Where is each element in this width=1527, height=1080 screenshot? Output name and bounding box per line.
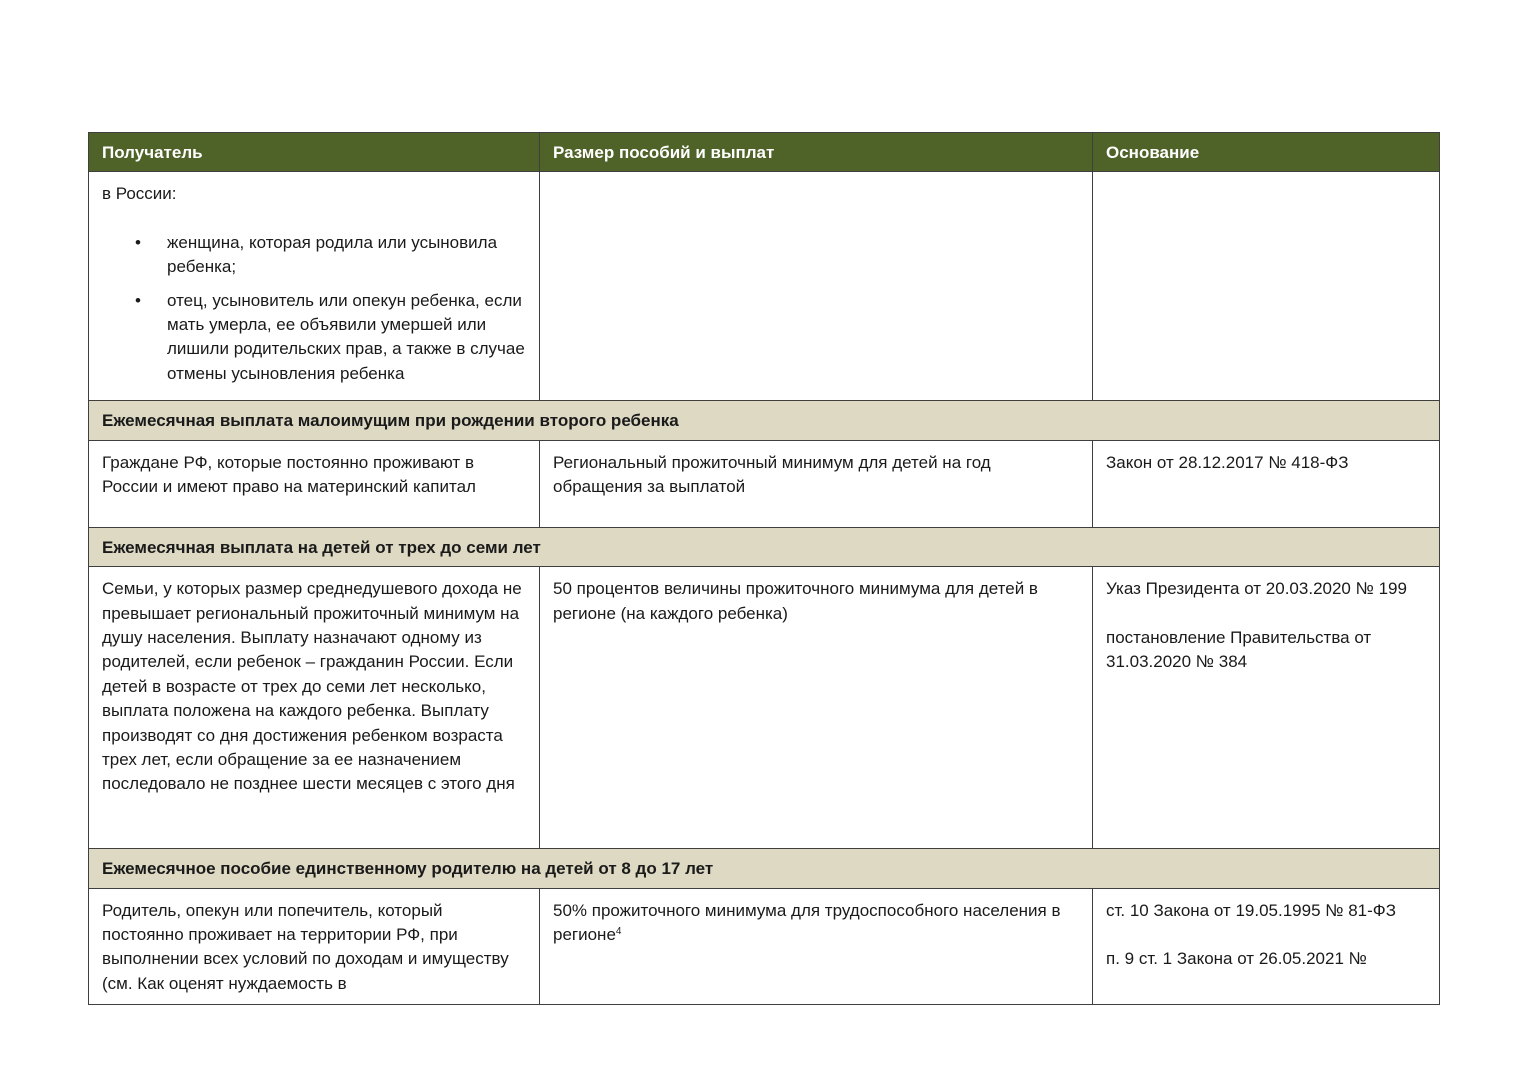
basis-cell [1093,567,1440,849]
header-amount: Размер пособий и выплат [540,133,1093,172]
bullet-icon: • [135,232,141,252]
table-row [89,440,1440,527]
amount-cell [540,172,1093,401]
section-title-row [89,849,1440,888]
list-item-text: отец, усыновитель или опекун ребенка, если мать умерла, ее объявили умершей или лишили родительских прав, а также в случае отмены усыновления ребенка [167,290,525,383]
amount-cell [540,888,1093,1005]
list-item [135,289,526,387]
recipient-cell: Родитель, опекун или попечитель, который постоянно проживает на территории РФ, при выполнении всех условий по доходам и имуществу (см. Как оценят нуждаемость в [89,888,540,1005]
section-title-row [89,401,1440,440]
recipient-cell: Граждане РФ, которые постоянно проживают в России и имеют право на материнский капитал [89,440,540,527]
section-title: Ежемесячная выплата малоимущим при рождении второго ребенка [89,401,1440,440]
basis-reference: Указ Президента от 20.03.2020 № 199 [1106,579,1407,599]
basis-cell [1093,888,1440,1005]
basis-reference: Закон от 28.12.2017 № 418-ФЗ [1106,452,1349,472]
table-row [89,888,1440,1005]
section-title: Ежемесячная выплата на детей от трех до семи лет [89,527,1440,566]
table-row [89,567,1440,849]
recipient-cell: Семьи, у которых размер среднедушевого дохода не превышает региональный прожиточный минимум на душу населения. Выплату назначают одному из родителей, если ребенок – гражданин России. Если детей в возрасте от трех до семи лет несколько, выплата положена на каждого ребенка. Выплату производят со дня достижения ребенком возраста трех лет, если обращение за ее назначением последовало не позднее шести месяцев с этого дня [89,567,540,849]
table-header-row [89,133,1440,172]
recipient-bullet-list [102,231,526,386]
basis-reference: постановление Правительства от 31.03.2020 № 384 [1106,627,1372,672]
amount-cell: Региональный прожиточный минимум для детей на год обращения за выплатой [540,440,1093,527]
bullet-icon: • [135,290,141,310]
recipient-intro: в России: [102,184,177,204]
header-recipient: Получатель [89,133,540,172]
basis-reference: п. 9 ст. 1 Закона от 26.05.2021 № [1106,949,1367,969]
list-item-text: женщина, которая родила или усыновила ребенка; [167,232,498,277]
section-title-row [89,527,1440,566]
section-title: Ежемесячное пособие единственному родителю на детей от 8 до 17 лет [89,849,1440,888]
recipient-cell [89,172,540,401]
basis-reference: ст. 10 Закона от 19.05.1995 № 81-ФЗ [1106,900,1396,920]
footnote-marker: 4 [615,926,622,938]
benefits-table [88,132,1440,1005]
list-item [135,231,526,280]
amount-text: 50% прожиточного минимума для трудоспособного населения в регионе [553,900,1061,945]
amount-cell: 50 процентов величины прожиточного минимума для детей в регионе (на каждого ребенка) [540,567,1093,849]
table-row [89,172,1440,401]
header-basis: Основание [1093,133,1440,172]
basis-cell [1093,172,1440,401]
basis-cell [1093,440,1440,527]
